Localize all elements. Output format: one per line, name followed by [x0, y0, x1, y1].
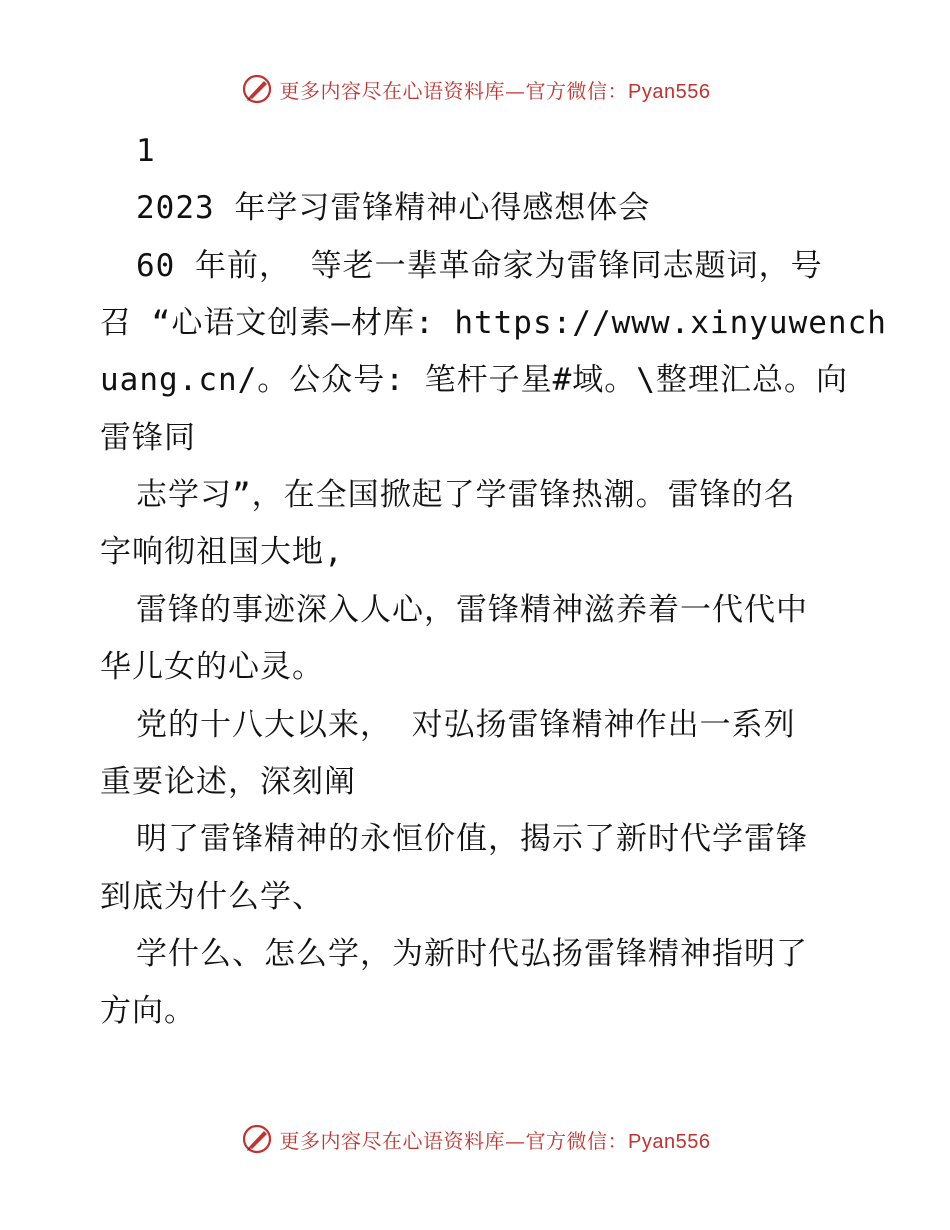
header-banner-label: 更多内容尽在心语资料库—官方微信： [279, 78, 629, 103]
header-banner-text [280, 75, 711, 104]
footer-banner-label: 更多内容尽在心语资料库—官方微信： [279, 1128, 629, 1153]
paragraph-line: 学什么、怎么学，为新时代弘扬雷锋精神指明了 [136, 936, 808, 972]
paragraph-line: 明了雷锋精神的永恒价值，揭示了新时代学雷锋 [136, 821, 808, 857]
document-title: 2023 年学习雷锋精神心得感想体会 [136, 190, 651, 226]
paragraph-line: 雷锋的事迹深入人心，雷锋精神滋养着一代代中 [136, 592, 808, 628]
paragraph-line: 志学习”，在全国掀起了学雷锋热潮。雷锋的名 [136, 477, 796, 513]
paragraph-line: 召 “心语文创素—材库: https://www.xinyuwench [100, 305, 887, 341]
paragraph-line: 华儿女的心灵。 [100, 649, 324, 685]
paragraph-line: uang.cn/。公众号: 笔杆子星#域。\整理汇总。向 [100, 362, 848, 398]
paragraph-line: 雷锋同 [100, 420, 196, 456]
header-banner [0, 72, 950, 106]
page-number: 1 [136, 133, 156, 169]
paragraph-line: 党的十八大以来， 对弘扬雷锋精神作出一系列 [136, 707, 796, 743]
footer-banner [0, 1122, 950, 1156]
quill-pen-icon [240, 1122, 274, 1156]
paragraph-line: 方向。 [100, 993, 196, 1029]
footer-banner-text [280, 1125, 711, 1154]
paragraph-line: 60 年前， 等老一辈革命家为雷锋同志题词，号 [136, 248, 823, 284]
quill-pen-icon [240, 72, 274, 106]
header-banner-id: Pyan556 [628, 80, 711, 103]
paragraph-line: 重要论述，深刻阐 [100, 764, 356, 800]
paragraph-line: 到底为什么学、 [100, 879, 324, 915]
footer-banner-id: Pyan556 [628, 1130, 711, 1153]
paragraph-line: 字响彻祖国大地, [100, 534, 344, 570]
